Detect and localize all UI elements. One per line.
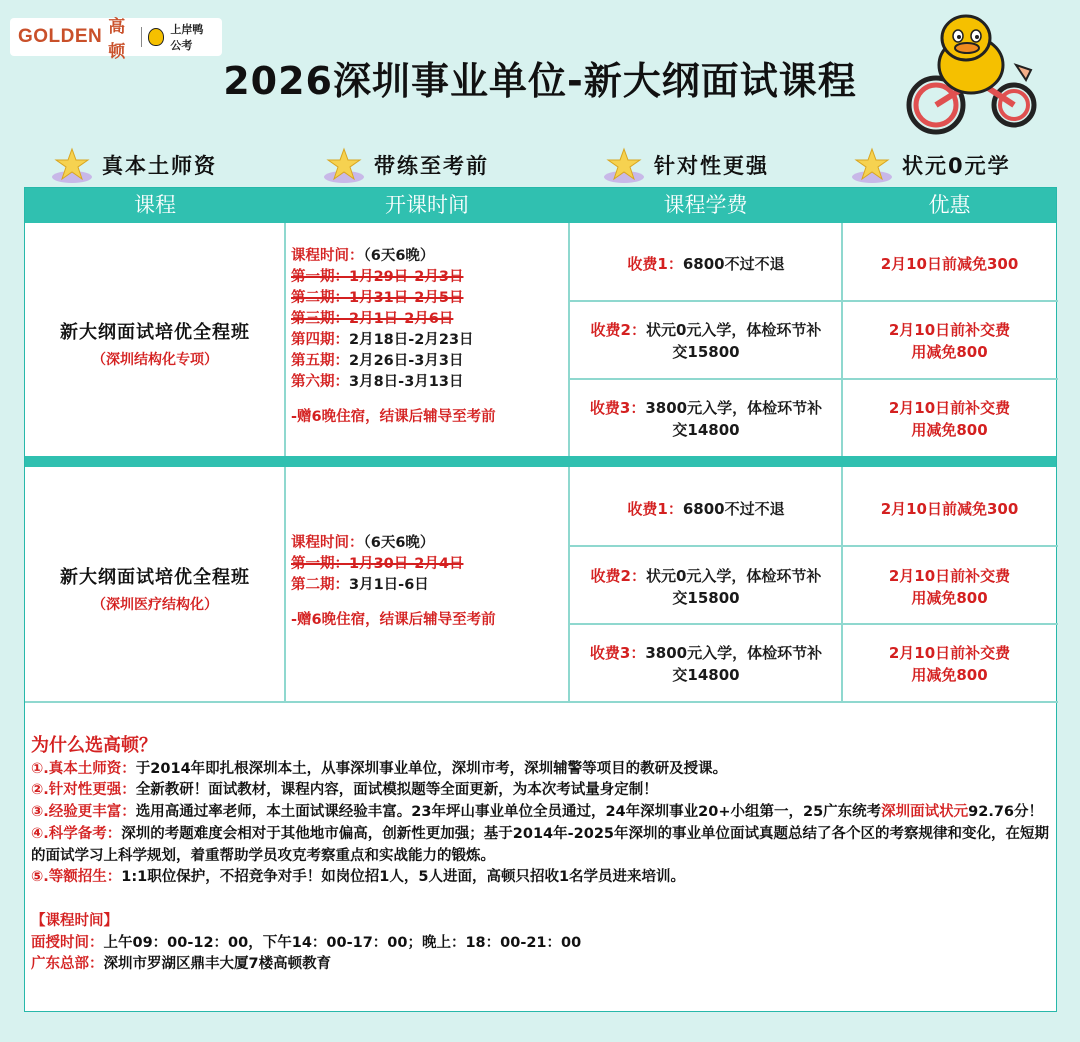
time-heading: 【课程时间】 [31, 912, 118, 929]
schedule-cell [291, 246, 569, 428]
why-point-label: ①.真本土师资： [31, 760, 136, 777]
grid-line [568, 378, 1058, 380]
feature-label: 带练至考前 [374, 154, 489, 178]
bonus-note: -赠6晚住宿，结课后辅导至考前 [291, 612, 496, 628]
feature-label: 真本土师资 [102, 154, 217, 178]
fee-label: 收费2： [590, 567, 646, 585]
why-point-text: 全新教研！面试教材，课程内容，面试模拟题等全面更新，为本次考试量身定制！ [135, 782, 658, 799]
fee-text: 3800元入学，体检环节补交14800 [645, 644, 823, 684]
session-item [291, 575, 569, 596]
why-point [31, 867, 1051, 889]
session-label: 第二期： [291, 577, 349, 593]
star-icon [850, 145, 894, 185]
logo-partner-text: 上岸鸭公考 [170, 23, 204, 52]
course-table [24, 187, 1057, 1012]
session-label: 第五期： [291, 353, 349, 369]
course-subtitle: （深圳结构化专项） [92, 352, 218, 368]
time-text: 上午09：00-12：00，下午14：00-17：00；晚上：18：00-21：00 [103, 934, 582, 951]
duck-mascot-icon [896, 10, 1046, 135]
fee-cell [570, 253, 842, 275]
why-choose-section [31, 735, 1051, 976]
session-item-expired: 第一期：1月29日-2月3日 [291, 269, 464, 285]
why-point-text: 深圳的考题难度会相对于其他地市偏高，创新性更加强；基于2014年-2025年深圳的事业单位面试真题总结了各个区的考察规律和变化，在短期的面试学习上科学规划，着重帮助学员攻克考察重点和实战能力的锻炼。 [31, 825, 1050, 864]
feature-item [322, 143, 489, 187]
time-label: 面授时间： [31, 934, 104, 951]
discount-cell: 2月10日前补交费用减免800 [888, 567, 1011, 607]
bonus-note: -赠6晚住宿，结课后辅导至考前 [291, 409, 496, 425]
fee-cell [570, 498, 842, 520]
fee-label: 收费3： [589, 644, 646, 662]
session-item [291, 372, 569, 393]
fee-cell [570, 565, 842, 609]
feature-label: 状元0元学 [902, 154, 1011, 178]
discount-cell: 2月10日前补交费用减免800 [888, 644, 1011, 684]
fee-text: 状元0元入学，体检环节补交15800 [645, 567, 822, 607]
header-discount: 优惠 [928, 193, 971, 217]
table-header [25, 188, 1056, 223]
logo-cn-text: 高顿 [108, 17, 126, 62]
fee-cell [570, 397, 842, 441]
why-point [31, 802, 1051, 824]
fee-text: 状元0元入学，体检环节补交15800 [645, 321, 822, 361]
star-icon [50, 145, 94, 185]
discount-cell: 2月10日前减免300 [880, 500, 1019, 518]
page-title: 2026深圳事业单位-新大纲面试课程 [223, 59, 857, 103]
schedule-length: （6天6晚） [363, 248, 435, 264]
fee-label: 收费2： [590, 321, 646, 339]
fee-label: 收费3： [589, 399, 646, 417]
schedule-label: 课程时间： [291, 535, 364, 551]
grid-line [25, 701, 1058, 703]
session-item-expired: 第二期：1月31日-2月5日 [291, 290, 464, 306]
why-point [31, 759, 1051, 781]
feature-item [50, 143, 217, 187]
course-subtitle: （深圳医疗结构化） [92, 597, 218, 613]
why-point-text: 于2014年即扎根深圳本土，从事深圳事业单位，深圳市考，深圳辅警等项目的教研及授课。 [135, 760, 728, 777]
why-point [31, 780, 1051, 802]
feature-row [0, 143, 1080, 187]
discount-cell: 2月10日前减免300 [880, 255, 1019, 273]
why-heading: 为什么选高顿？ [31, 735, 157, 756]
why-point-label: ④.科学备考： [31, 825, 122, 842]
fee-label: 收费1： [627, 500, 683, 518]
hq-text: 深圳市罗湖区鼎丰大厦7楼高顿教育 [103, 956, 332, 973]
why-point-label: ③.经验更丰富： [31, 804, 136, 821]
fee-cell [570, 642, 842, 686]
time-row [31, 933, 1051, 955]
feature-item [602, 143, 769, 187]
hq-row [31, 954, 1051, 976]
grid-line [568, 300, 1058, 302]
fee-text: 6800不过不退 [682, 500, 785, 518]
session-label: 第四期： [291, 332, 349, 348]
why-point [31, 824, 1051, 867]
fee-text: 3800元入学，体检环节补交14800 [645, 399, 823, 439]
why-point-text: 选用高通过率老师，本土面试课经验丰富。23年坪山事业单位全员通过，24年深圳事业20+小组第一，25广东统考 [135, 804, 882, 821]
grid-line [568, 623, 1058, 625]
fee-text: 6800不过不退 [682, 255, 785, 273]
session-date: 2月18日-2月23日 [349, 332, 474, 348]
star-icon [602, 145, 646, 185]
header-schedule: 开课时间 [385, 193, 469, 217]
session-item [291, 351, 569, 372]
schedule-label: 课程时间： [291, 248, 364, 264]
schedule-length: （6天6晚） [363, 535, 435, 551]
grid-line [568, 545, 1058, 547]
why-point-tail: 92.76分！ [968, 804, 1044, 821]
section-divider [25, 456, 1056, 467]
why-point-label: ②.针对性更强： [31, 782, 136, 799]
header-fee: 课程学费 [663, 193, 748, 217]
course-name: 新大纲面试培优全程班 [60, 322, 250, 343]
duck-icon [148, 28, 164, 46]
session-label: 第六期： [291, 374, 349, 390]
header-course: 课程 [134, 193, 176, 217]
feature-label: 针对性更强 [654, 154, 769, 178]
logo-separator [141, 27, 142, 47]
fee-label: 收费1： [627, 255, 683, 273]
session-date: 2月26日-3月3日 [349, 353, 464, 369]
why-point-label: ⑤.等额招生： [31, 869, 122, 886]
star-icon [322, 145, 366, 185]
fee-cell [570, 319, 842, 363]
why-point-highlight: 深圳面试状元 [881, 804, 969, 821]
hq-label: 广东总部： [31, 956, 104, 973]
logo-golden-text: GOLDEN [18, 26, 103, 47]
discount-cell: 2月10日前补交费用减免800 [888, 399, 1011, 439]
session-item-expired: 第三期：2月1日-2月6日 [291, 311, 454, 327]
session-item-expired: 第一期：1月30日-2月4日 [291, 556, 464, 572]
session-date: 3月1日-6日 [349, 577, 429, 593]
why-point-text: 1:1职位保护，不招竞争对手！如岗位招1人，5人进面，高顿只招收1名学员进来培训。 [121, 869, 686, 886]
schedule-cell [291, 533, 569, 631]
course-cell [25, 563, 285, 614]
session-item [291, 330, 569, 351]
feature-item [850, 143, 1011, 187]
course-cell [25, 318, 285, 369]
course-name: 新大纲面试培优全程班 [60, 567, 250, 588]
session-date: 3月8日-3月13日 [349, 374, 464, 390]
discount-cell: 2月10日前补交费用减免800 [888, 321, 1011, 361]
